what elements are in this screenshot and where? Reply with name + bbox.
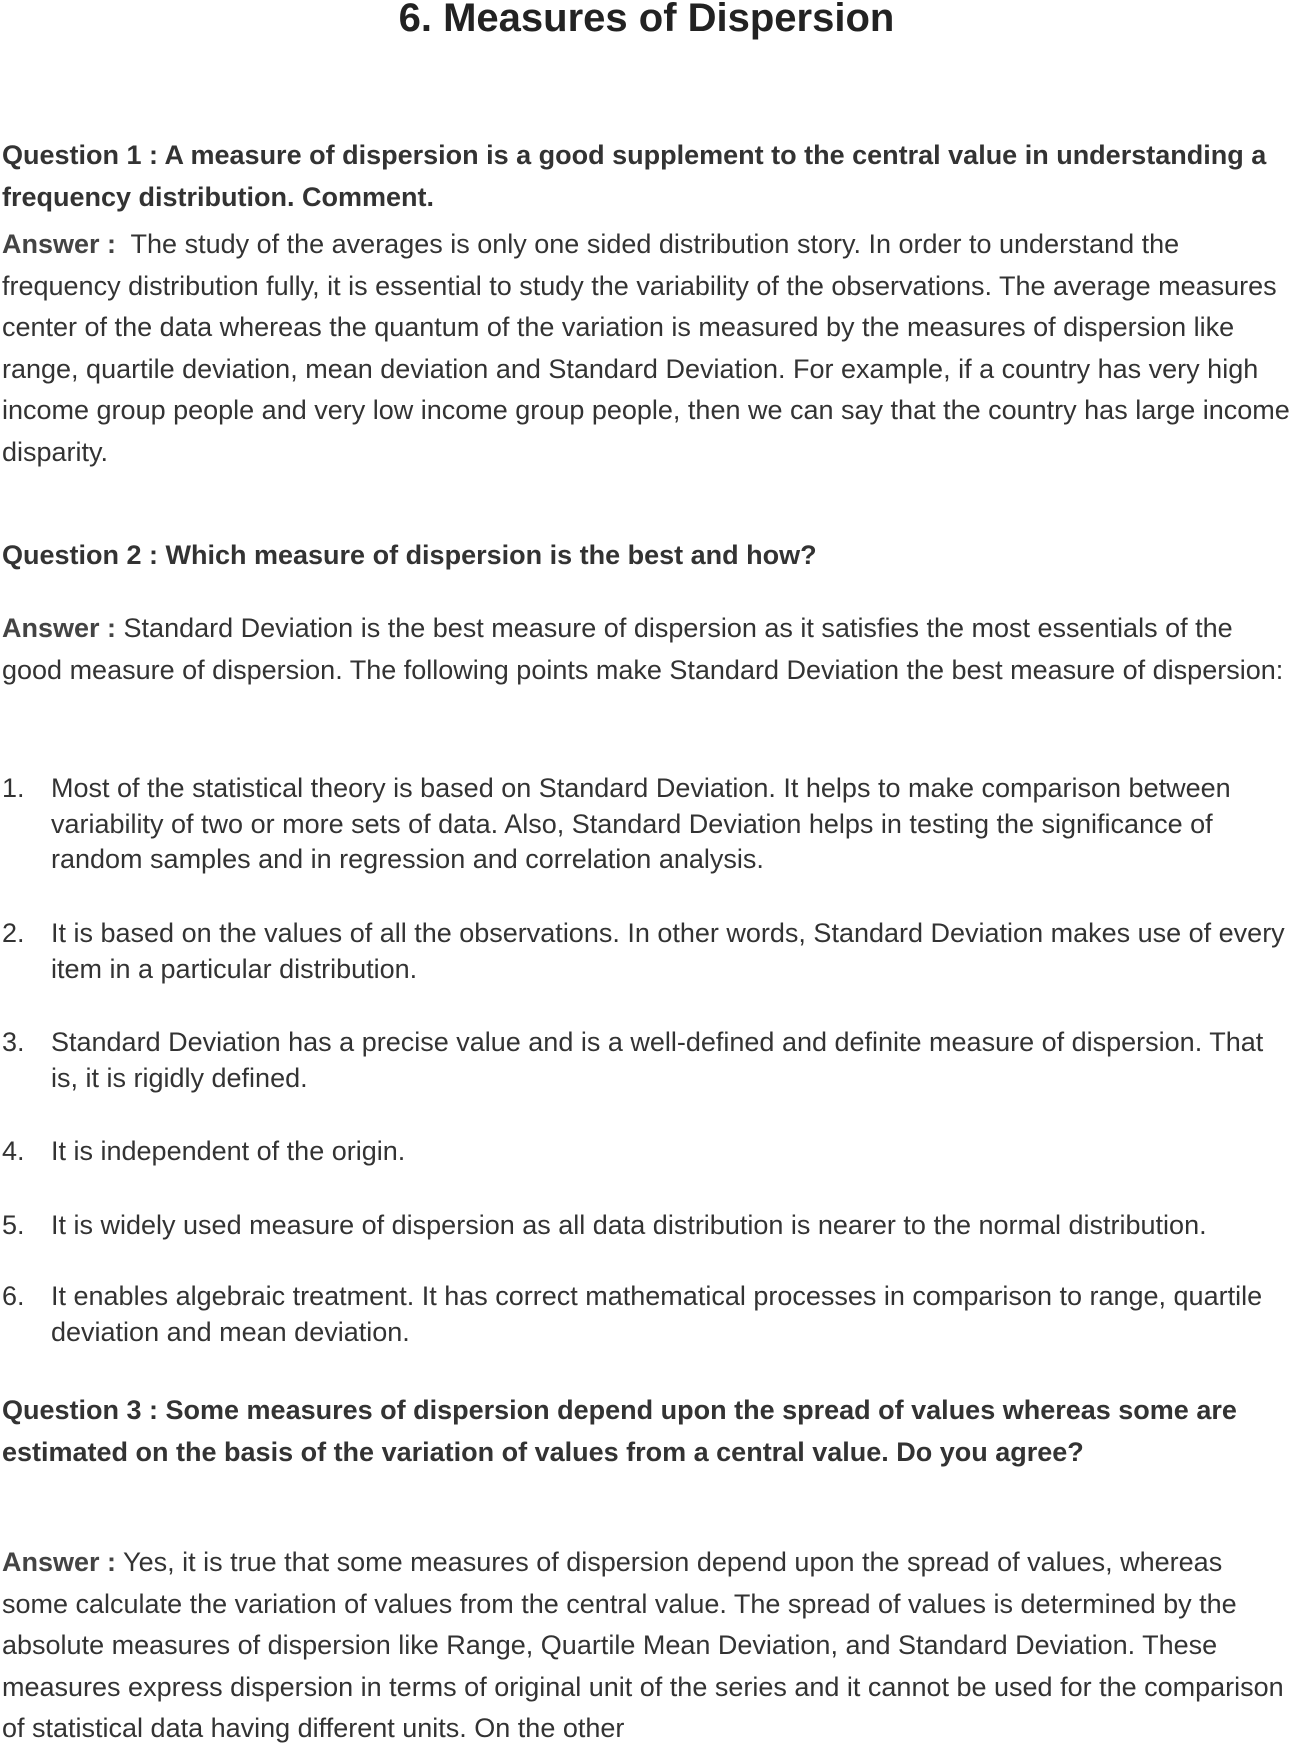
list-item-6 xyxy=(2,1279,1292,1350)
answer-text: The study of the averages is only one sided distribution story. In order to understand the frequency distribution fully, it is essential to study the variability of the observations. The average measures center of the data whereas the quantum of the variation is measured by the measures of dispersion like range, quartile deviation, mean deviation and Standard Deviation. For example, if a country has very high income group people and very low income group people, then we can say that the country has large income disparity. xyxy=(2,229,1290,467)
list-text: It enables algebraic treatment. It has correct mathematical processes in comparison to range, quartile deviation and mean deviation. xyxy=(51,1281,1263,1347)
list-text: Most of the statistical theory is based on Standard Deviation. It helps to make comparison between variability of two or more sets of data. Also, Standard Deviation helps in testing the significance of random samples and in regression and correlation analysis. xyxy=(51,773,1231,874)
answer-text: Yes, it is true that some measures of dispersion depend upon the spread of values, whereas some calculate the variation of values from the central value. The spread of values is determined by the absolute measures of dispersion like Range, Quartile Mean Deviation, and Standard Deviation. These measures express dispersion in terms of original unit of the series and it cannot be used for the comparison of statistical data having different units. On the other xyxy=(2,1547,1284,1743)
list-text: It is independent of the origin. xyxy=(51,1136,406,1166)
list-text: Standard Deviation has a precise value and is a well-defined and definite measure of dispersion. That is, it is rigidly defined. xyxy=(51,1027,1264,1093)
answer-label: Answer : xyxy=(2,613,117,643)
list-text: It is based on the values of all the observations. In other words, Standard Deviation makes use of every item in a particular distribution. xyxy=(51,918,1285,984)
list-number: 6. xyxy=(2,1281,25,1311)
list-number: 1. xyxy=(2,773,25,803)
list-item-4 xyxy=(2,1134,1292,1170)
answer-label: Answer : xyxy=(2,1547,117,1577)
list-number: 3. xyxy=(2,1027,25,1057)
question-3: Question 3 : Some measures of dispersion depend upon the spread of values whereas some are estimated on the basis of the variation of values from a central value. Do you agree? xyxy=(2,1395,1237,1467)
list-item-1 xyxy=(2,771,1292,878)
answer-text: Standard Deviation is the best measure of dispersion as it satisfies the most essentials of the good measure of dispersion. The following points make Standard Deviation the best measure of dispersion: xyxy=(2,613,1284,685)
question-1: Question 1 : A measure of dispersion is a good supplement to the central value in understanding a frequency distribution. Comment. xyxy=(2,140,1267,212)
answer-3 xyxy=(2,1542,1292,1750)
answer-1 xyxy=(2,224,1292,473)
list-number: 5. xyxy=(2,1210,25,1240)
list-item-3 xyxy=(2,1025,1292,1096)
answer-label: Answer : xyxy=(2,229,117,259)
answer-2 xyxy=(2,608,1292,691)
list-item-5 xyxy=(2,1208,1292,1244)
list-number: 4. xyxy=(2,1136,25,1166)
list-number: 2. xyxy=(2,918,25,948)
list-item-2 xyxy=(2,916,1292,987)
page-title: 6. Measures of Dispersion xyxy=(398,0,895,40)
list-text: It is widely used measure of dispersion as all data distribution is nearer to the normal distribution. xyxy=(51,1210,1207,1240)
question-2: Question 2 : Which measure of dispersion is the best and how? xyxy=(2,540,817,570)
